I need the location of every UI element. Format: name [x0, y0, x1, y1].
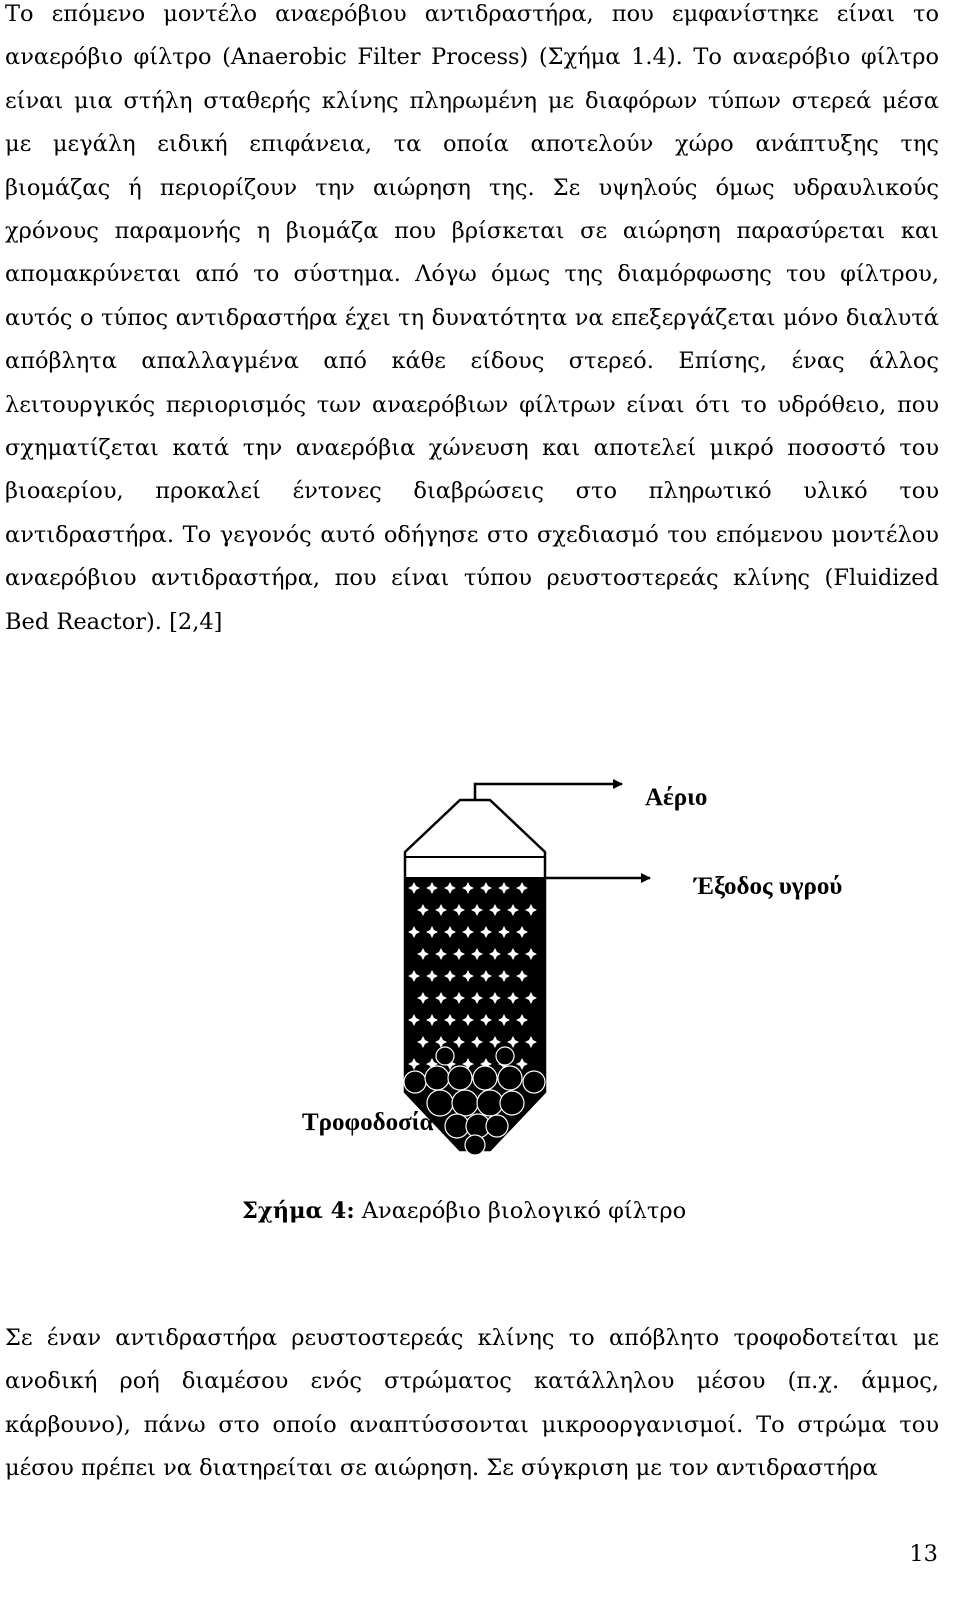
- paragraph1-line: με μεγάλη ειδική επιφάνεια, τα οποία αποτελούν χώρο ανάπτυξης της: [5, 131, 939, 158]
- paragraph1-line: Bed Reactor). [2,4]: [5, 608, 223, 635]
- paragraph2-line: μέσου πρέπει να διατηρείται σε αιώρηση. Σε σύγκριση με τον αντιδραστήρα: [5, 1455, 878, 1482]
- paragraph1-line: βιομάζας ή περιορίζουν την αιώρηση της. Σε υψηλούς όμως υδραυλικούς: [5, 174, 939, 201]
- paragraph2-line: ανοδική ροή διαμέσου ενός στρώματος κατάλληλου μέσου (π.χ. άμμος,: [5, 1368, 939, 1395]
- sludge-granule: [500, 1091, 524, 1115]
- paragraph1-line: αναερόβιο φίλτρο (Anaerobic Filter Process) (Σχήμα 1.4). Το αναερόβιο φίλτρο: [5, 44, 939, 71]
- paragraph1-line: αναερόβιου αντιδραστήρα, που είναι τύπου ρευστοστερεάς κλίνης (Fluidized: [5, 565, 939, 592]
- sludge-granule: [436, 1047, 454, 1065]
- paragraph1-line: αυτός ο τύπος αντιδραστήρα έχει τη δυνατότητα να επεξεργάζεται μόνο διαλυτά: [5, 304, 939, 331]
- caption-lead: Σχήμα 4:: [242, 1198, 355, 1224]
- label-gas: Αέριο: [645, 784, 708, 811]
- sludge-granule: [473, 1066, 497, 1090]
- paragraph2-line: Σε έναν αντιδραστήρα ρευστοστερεάς κλίνης το απόβλητο τροφοδοτείται με: [5, 1325, 939, 1351]
- figure-caption: [0, 1198, 960, 1224]
- paragraph1-line: χρόνους παραμονής η βιομάζα που βρίσκεται σε αιώρηση παρασύρεται και: [5, 218, 939, 245]
- sludge-granule: [452, 1090, 478, 1116]
- sludge-granule: [523, 1071, 545, 1093]
- sludge-granule: [425, 1066, 449, 1090]
- sludge-granule: [486, 1115, 508, 1137]
- paragraph1-line: Το επόμενο μοντέλο αναερόβιου αντιδραστήρα, που εμφανίστηκε είναι το: [5, 1, 939, 27]
- sludge-granule: [448, 1066, 472, 1090]
- paragraph-1: [5, 0, 939, 644]
- anaerobic-filter-figure: [0, 760, 960, 1180]
- reactor-diagram: [0, 760, 960, 1180]
- paragraph1-line: απόβλητα απαλλαγμένα από κάθε είδους στερεό. Επίσης, ένας άλλος: [5, 348, 939, 375]
- sludge-granule: [445, 1114, 469, 1138]
- paragraph-2: [5, 1317, 939, 1491]
- caption-text: Αναερόβιο βιολογικό φίλτρο: [354, 1198, 687, 1224]
- paragraph2-line: κάρβουνο), πάνω στο οποίο αναπτύσσονται μικροοργανισμοί. Το στρώμα του: [5, 1411, 939, 1438]
- sludge-granule: [477, 1090, 503, 1116]
- sludge-granule: [465, 1135, 485, 1155]
- packing-media: [408, 882, 537, 1070]
- paragraph1-line: σχηματίζεται κατά την αναερόβια χώνευση και αποτελεί μικρό ποσοστό του: [5, 435, 939, 462]
- sludge-granule: [404, 1071, 426, 1093]
- page-number: 13: [909, 1541, 938, 1567]
- paragraph1-line: αντιδραστήρα. Το γεγονός αυτό οδήγησε στο σχεδιασμό του επόμενου μοντέλου: [5, 521, 939, 548]
- sludge-granule: [498, 1066, 522, 1090]
- paragraph1-line: βιοαερίου, προκαλεί έντονες διαβρώσεις στο πληρωτικό υλικό του: [5, 478, 939, 505]
- paragraph1-line: είναι μια στήλη σταθερής κλίνης πληρωμένη με διαφόρων τύπων στερεά μέσα: [5, 87, 939, 114]
- label-liquid-out: Έξοδος υγρού: [694, 873, 843, 900]
- gas-outlet-pipe: [475, 784, 622, 800]
- label-feed: Τροφοδοσία: [302, 1109, 434, 1136]
- paragraph1-line: λειτουργικός περιορισμός των αναερόβιων φίλτρων είναι ότι το υδρόθειο, που: [5, 391, 939, 418]
- sludge-granule: [496, 1047, 514, 1065]
- paragraph1-line: απομακρύνεται από το σύστημα. Λόγω όμως της διαμόρφωσης του φίλτρου,: [5, 261, 939, 288]
